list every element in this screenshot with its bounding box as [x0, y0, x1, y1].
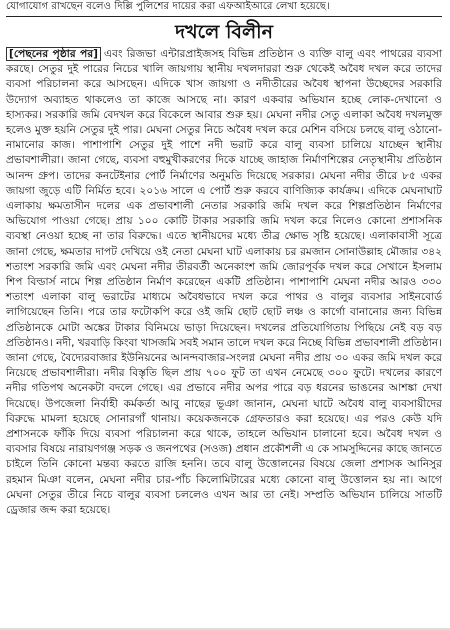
previous-article-fragment: যোগাযোগ রাখছেন বলেও দিল্লি পুলিশের দায়ের করা এফআইআরে লেখা হয়েছে। — [6, 1, 330, 12]
article-text: এবং রিজভা এন্টারপ্রাইজসহ বিভিন্ন প্রতিষ্ঠান ও ব্যক্তি বালু এবং পাথরের ব্যবসা করছে। সেতুর দুই পারের নিচের খালি জায়গায় স্থানীয় দখলদাররা শুরু থেকেই অবৈধ দখল করে তাদের ব্যবসা পরিচালনা করে আসছেন। এদিকে খাস জায়গা ও নদীতীরের অবৈধ স্থাপনা উচ্ছেদের সরকারি উদ্যোগ অব্যাহত থাকলেও তা কাজে আসছে না। কারণ একবার অভিযান হচ্ছে লোক-দেখানো ও হাস্যকর। সরকারি জমি বেদখল করে বিকেলে আবার শুরু হয়। মেঘনা নদীর সেতু এলাকা অবৈধ দখলমুক্ত হলেও মুক্ত হয়নি সেতুর দুই পার। মেঘনা সেতুর নিচে অবৈধ দখল করে মেশিন বসিয়ে চলছে বালু ওঠানো-নামানোর কাজ। পাশাপাশি সেতুর দুই পাশে নদী ভরাট করে বালু ব্যবসা চালিয়ে যাচ্ছেন স্থানীয় প্রভাবশালীরা। জানা গেছে, ব্যবসা বহুমুখীকরণের দিকে যাচ্ছে জাহাজ নির্মাণশিল্পের নেতৃস্থানীয় প্রতিষ্ঠান আনন্দ গ্রুপ। তাদের কনটেইনার পোর্ট নির্মাণের অনুমতি দিয়েছে সরকার। মেঘনা নদীর তীরে ৮৫ একর জায়গা জুড়ে এটি নির্মিত হবে। ২০১৬ সালে এ পোর্ট শুরু করবে বাণিজ্যিক কার্যক্রম। এদিকে মেঘনাঘাট এলাকায় ক্ষমতাসীন দলের এক প্রভাবশালী নেতার সরকারি জমি দখল করে শিল্পপ্রতিষ্ঠান নির্মাণের অভিযোগ পাওয়া গেছে। প্রায় ১০০ কোটি টাকার সরকারি জমি দখল করে নিলেও কোনো প্রশাসনিক ব্যবস্থা নেওয়া হচ্ছে না তার বিরুদ্ধে। এতে স্থানীয়দের মধ্যে তীব্র ক্ষোভ সৃষ্টি হয়েছে। এলাকাবাসী সূত্রে জানা গেছে, ক্ষমতার দাপট দেখিয়ে ওই নেতা মেঘনা ঘাট এলাকায় চর রমজান সোনাউল্লাহ মৌজার ৩৪২ শতাংশ সরকারি জমি এবং মেঘনা নদীর তীরবর্তী অনেকাংশ জমি জোরপূর্বক দখল করে সেখানে ইসলাম শিপ বিল্ডার্স নামে শিল্প প্রতিষ্ঠান নির্মাণ করেছেন একটি প্রতিষ্ঠান। পাশাপাশি মেঘনা নদীর আরও ৩৩০ শতাংশ এলাকা বালু ভরাটের মাধ্যমে অবৈধভাবে দখল করে পাথর ও বালুর ব্যবসার সাইনবোর্ড লাগিয়েছেন তিনি। পরে তার ফটোকপি করে ওই জমি ছোট ছোট লঞ্চ ও কার্গো বানানোর জন্য বিভিন্ন প্রতিষ্ঠানকে মোটা অঙ্কের টাকার বিনিময়ে ভাড়া দিয়েছেন। দখলের প্রতিযোগিতায় পিছিয়ে নেই বড় বড় প্রতিষ্ঠানও। নদী, খরবাড়ি কিংবা খাসজমি সবই সমান তালে দখল করে নিচ্ছে বিভিন্ন প্রভাবশালী প্রতিষ্ঠান। জানা গেছে, বৈদ্যেরবাজার ইউনিয়নের আনন্দবাজার-সংলগ্ন মেঘনা নদীর প্রায় ৩০ একর জমি দখল করে নিয়েছে প্রভাবশালীরা। নদীর বিস্তৃতি ছিল প্রায় ৭০০ ফুট তা এখন নেমেছে ৩০০ ফুটে। দখলের কারণে নদীর গতিপথ অনেকটা বদলে গেছে। এর প্রভাবে নদীর অপর পারে বড় ধরনের ভাঙনের আশঙ্কা দেখা দিয়েছে। উপজেলা নির্বাহী কর্মকর্তা আবু নাছের ভূঞা জানান, মেঘনা ঘাটে অবৈধ বালু ব্যবসায়ীদের বিরুদ্ধে মামলা হয়েছে সোনারগাঁ থানায়। কয়েকজনকে গ্রেফতারও করা হয়েছে। এর পরও কেউ যদি প্রশাসনকে ফাঁকি দিয়ে ব্যবসা পরিচালনা করে থাকে, তাহলে অভিযান চালানো হবে। অবৈধ দখল ও ব্যবসার বিষয়ে নারায়ণগঞ্জ সড়ক ও জনপথের (সওজ) প্রধান প্রকৌশলী এ কে সামসুদ্দিনের কাছে জানতে চাইলে তিনি কোনো মন্তব্য করতে রাজি হননি। তবে বালু উত্তোলনের বিষয়ে জেলা প্রশাসক আনিসুর রহমান মিঞা বলেন, মেঘনা নদীর চার-পাঁচ কিলোমিটারের মধ্যে কোনো বালু উত্তোলন হয় না। আগে মেঘনা সেতুর তীরে নিচে বালুর ব্যবসা চললেও এখন আর তা নেই। সম্প্রতি অভিযান চালিয়ে সাতটি ড্রেজার জব্দ করা হয়েছে। — [6, 48, 442, 517]
continuation-label: [পেছনের পৃষ্ঠার পর] — [6, 47, 101, 61]
article-headline: দখলে বিলীন — [175, 21, 273, 43]
article-body — [6, 47, 442, 518]
section-divider — [6, 16, 442, 17]
